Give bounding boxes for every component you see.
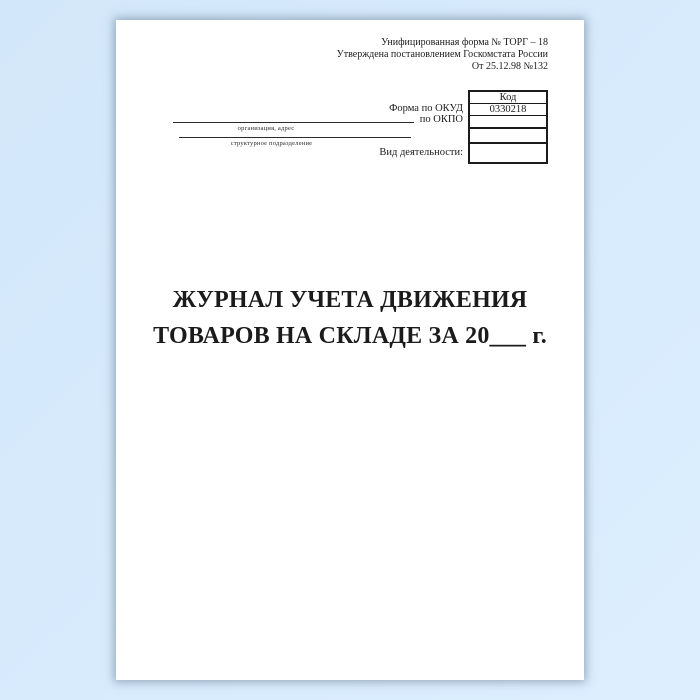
title-line-2: ТОВАРОВ НА СКЛАДЕ ЗА 20___ г. xyxy=(153,323,547,349)
department-fill-line xyxy=(179,137,411,138)
department-caption: структурное подразделение xyxy=(230,140,313,147)
title-line-1: ЖУРНАЛ УЧЕТА ДВИЖЕНИЯ xyxy=(172,287,528,313)
okpo-code-cell xyxy=(470,115,546,127)
okud-code-cell: 0330218 xyxy=(470,103,546,115)
activity-label: Вид деятельности: xyxy=(379,147,463,158)
approval-date-line: От 25.12.98 №132 xyxy=(471,61,548,72)
activity-code-cell xyxy=(470,142,546,162)
document-page xyxy=(116,20,584,680)
organization-fill-line xyxy=(173,122,414,123)
form-approval-note xyxy=(337,37,548,73)
code-table-header: Код xyxy=(499,92,517,103)
document-title xyxy=(116,282,584,354)
organization-caption: организация, адрес xyxy=(237,125,295,132)
okud-label: Форма по ОКУД xyxy=(389,103,463,114)
okpo-label: по ОКПО xyxy=(419,114,463,125)
code-table xyxy=(468,90,548,164)
form-number-line: Унифицированная форма № ТОРГ – 18 xyxy=(381,37,548,48)
empty-code-cell xyxy=(470,127,546,142)
approval-line: Утверждена постановлением Госкомстата России xyxy=(336,49,548,60)
